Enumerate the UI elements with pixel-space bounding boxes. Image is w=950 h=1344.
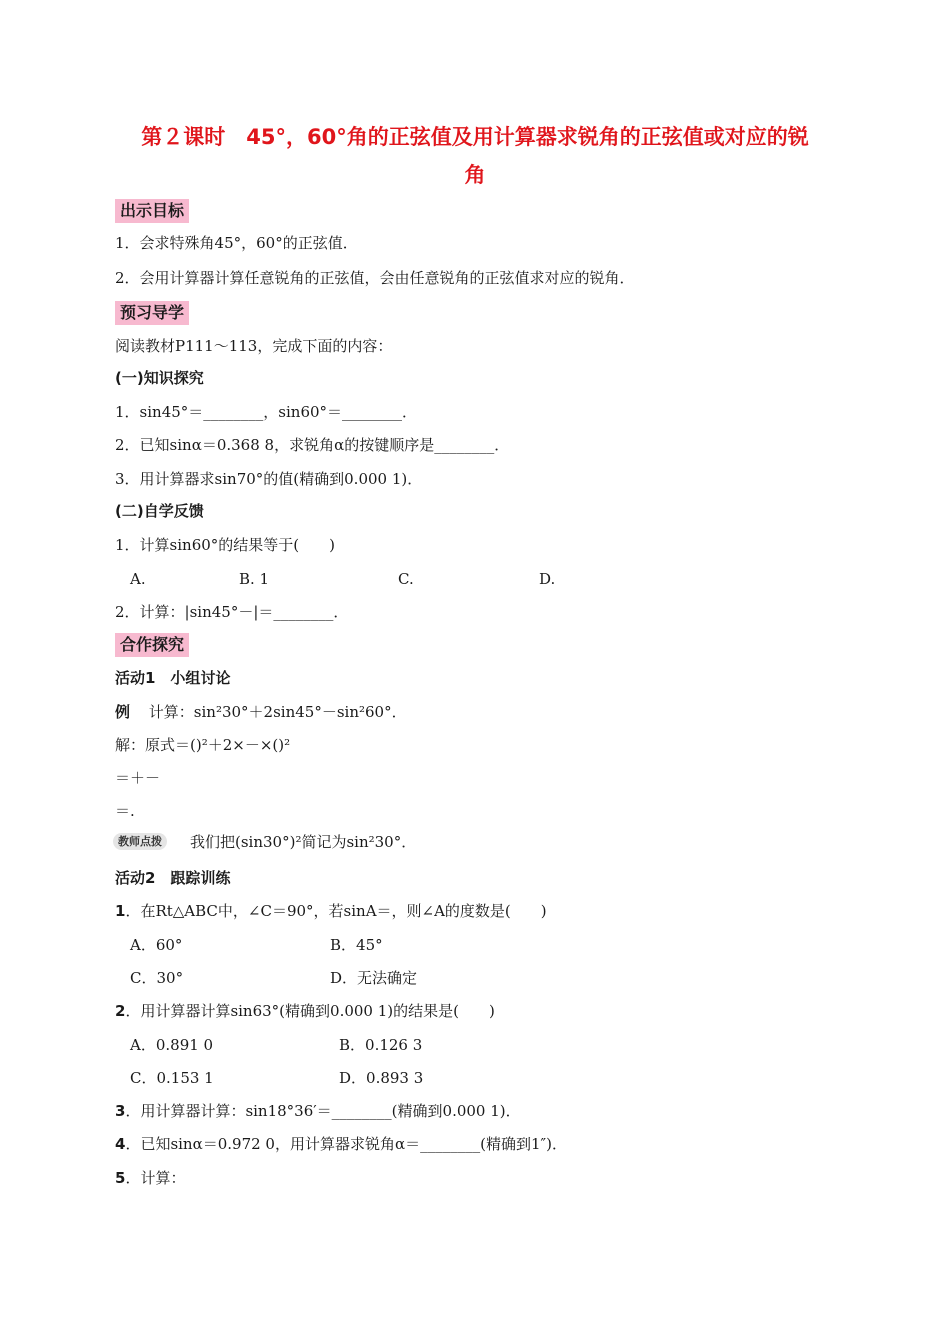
choice-option: A. bbox=[130, 570, 146, 588]
example-label: 例 bbox=[115, 703, 131, 721]
question-number: 2 bbox=[115, 1002, 126, 1020]
question-item bbox=[115, 904, 547, 919]
question-item: 3．用计算器求sin70°的值(精确到0.000 1)． bbox=[115, 470, 423, 488]
choice-option: C．0.153 1 bbox=[130, 1069, 214, 1087]
question-number: 5 bbox=[115, 1169, 126, 1187]
question-text: ．在Rt△ABC中，∠C＝90°，若sinA＝，则∠A的度数是( ) bbox=[125, 902, 547, 920]
choice-option: A．0.891 0 bbox=[130, 1036, 214, 1054]
example-text: 计算：sin²30°＋2sin45°－sin²60°． bbox=[148, 703, 407, 721]
teacher-tip-text: 我们把(sin30°)²简记为sin²30°． bbox=[190, 833, 417, 851]
solution-line: 解：原式＝()²＋2×－×()² bbox=[115, 736, 291, 754]
question-text: ．计算： bbox=[125, 1169, 186, 1187]
section-tag-preview: 预习导学 bbox=[115, 301, 189, 325]
choice-option: B．45° bbox=[330, 936, 383, 954]
page-title: 第２课时 45°，60°角的正弦值及用计算器求锐角的正弦值或对应的锐 bbox=[141, 125, 809, 149]
page-title-continued: 角 bbox=[464, 163, 486, 187]
question-number: 3 bbox=[115, 1102, 126, 1120]
question-number: 1 bbox=[115, 902, 126, 920]
question-item: 1．sin45°＝________，sin60°＝________． bbox=[115, 403, 418, 421]
question-item: 1．计算sin60°的结果等于( ) bbox=[115, 536, 335, 554]
question-item bbox=[115, 1004, 495, 1019]
example-line bbox=[115, 705, 407, 720]
question-item bbox=[115, 1137, 567, 1152]
goal-item: 1．会求特殊角45°，60°的正弦值． bbox=[115, 234, 358, 252]
goal-item: 2．会用计算器计算任意锐角的正弦值，会由任意锐角的正弦值求对应的锐角． bbox=[115, 269, 635, 287]
choice-option: B．0.126 3 bbox=[339, 1036, 423, 1054]
subsection-heading-feedback: (二)自学反馈 bbox=[115, 502, 204, 520]
reading-instruction: 阅读教材P111～113，完成下面的内容： bbox=[115, 337, 393, 355]
teacher-tip-badge: 教师点拨 bbox=[113, 833, 167, 850]
choice-option: C. bbox=[398, 570, 414, 588]
choice-option: D．0.893 3 bbox=[339, 1069, 424, 1087]
choice-option: D. bbox=[539, 570, 556, 588]
question-item bbox=[115, 1171, 185, 1186]
choice-option: C．30° bbox=[130, 969, 184, 987]
question-number: 4 bbox=[115, 1135, 126, 1153]
question-text: ．用计算器计算sin63°(精确到0.000 1)的结果是( ) bbox=[125, 1002, 495, 1020]
question-item: 2．已知sinα＝0.368 8，求锐角α的按键顺序是________． bbox=[115, 436, 510, 454]
subsection-heading-knowledge: (一)知识探究 bbox=[115, 369, 204, 387]
solution-line: ＝. bbox=[115, 802, 135, 820]
question-text: ．已知sinα＝0.972 0，用计算器求锐角α＝________(精确到1″)． bbox=[125, 1135, 567, 1153]
choice-option: D．无法确定 bbox=[330, 969, 418, 987]
activity-heading: 活动1 小组讨论 bbox=[115, 669, 231, 687]
choice-option: B. 1 bbox=[239, 570, 270, 588]
question-item: 2．计算：|sin45°－|＝________． bbox=[115, 603, 349, 621]
solution-line: ＝＋－ bbox=[115, 769, 161, 787]
question-text: ．用计算器计算：sin18°36′＝________(精确到0.000 1)． bbox=[125, 1102, 521, 1120]
activity-heading: 活动2 跟踪训练 bbox=[115, 869, 231, 887]
question-item bbox=[115, 1104, 521, 1119]
choice-option: A．60° bbox=[130, 936, 183, 954]
section-tag-cooperation: 合作探究 bbox=[115, 633, 189, 657]
section-tag-goals: 出示目标 bbox=[115, 199, 189, 223]
